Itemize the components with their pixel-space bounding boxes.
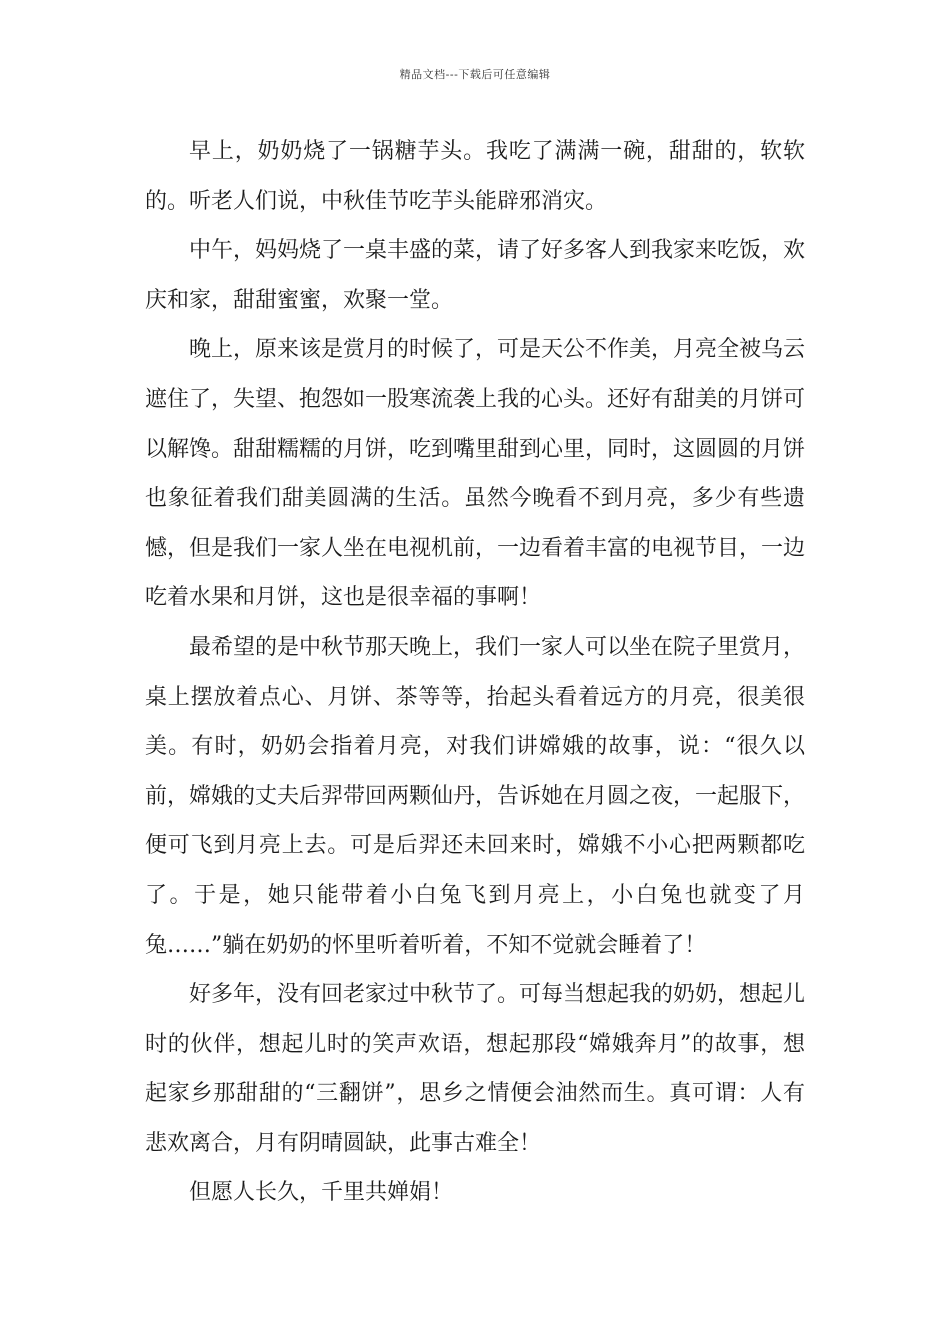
article-body <box>145 127 805 1218</box>
paragraph-4: 最希望的是中秋节那天晚上，我们一家人可以坐在院子里赏月，桌上摆放着点心、月饼、茶等等，抬起头看着远方的月亮，很美很美。有时，奶奶会指着月亮，对我们讲嫦娥的故事，说：“很久以前，嫦娥的丈夫后羿带回两颗仙丹，告诉她在月圆之夜，一起服下，便可飞到月亮上去。可是后羿还未回来时，嫦娥不小心把两颗都吃了。于是，她只能带着小白兔飞到月亮上，小白兔也就变了月兔……”躺在奶奶的怀里听着听着，不知不觉就会睡着了！ <box>145 634 806 958</box>
paragraph-5: 好多年，没有回老家过中秋节了。可每当想起我的奶奶，想起儿时的伙伴，想起儿时的笑声欢语，想起那段“嫦娥奔月”的故事，想起家乡那甜甜的“三翻饼”，思乡之情便会油然而生。真可谓：人有悲欢离合，月有阴晴圆缺，此事古难全！ <box>145 982 806 1156</box>
page-header: 精品文档---下载后可任意编辑 <box>399 68 551 81</box>
paragraph-3: 晚上，原来该是赏月的时候了，可是天公不作美，月亮全被乌云遮住了，失望、抱怨如一股寒流袭上我的心头。还好有甜美的月饼可以解馋。甜甜糯糯的月饼，吃到嘴里甜到心里，同时，这圆圆的月饼也象征着我们甜美圆满的生活。虽然今晚看不到月亮，多少有些遗憾，但是我们一家人坐在电视机前，一边看着丰富的电视节目，一边吃着水果和月饼，这也是很幸福的事啊！ <box>145 337 806 611</box>
paragraph-6: 但愿人长久，千里共婵娟！ <box>189 1180 454 1206</box>
paragraph-2: 中午，妈妈烧了一桌丰盛的菜，请了好多客人到我家来吃饭，欢庆和家，甜甜蜜蜜，欢聚一堂。 <box>145 238 806 313</box>
paragraph-1: 早上，奶奶烧了一锅糖芋头。我吃了满满一碗，甜甜的，软软的。听老人们说，中秋佳节吃芋头能辟邪消灾。 <box>145 139 805 214</box>
